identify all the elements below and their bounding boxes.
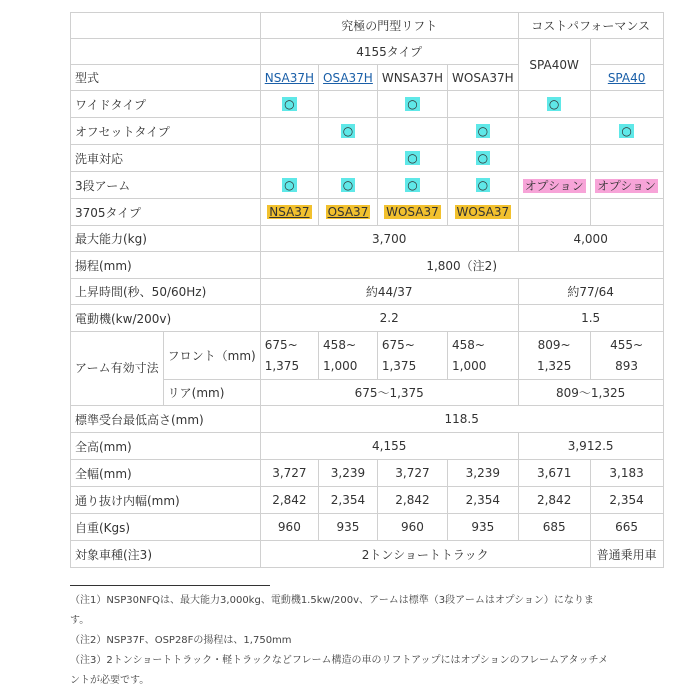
arm-rear-value-b: 809～1,325 [518, 380, 663, 406]
cell-value: 685 [518, 514, 590, 541]
arm-front-label: フロント（mm) [163, 332, 260, 380]
t3705-link-osa37[interactable]: OSA37 [327, 205, 369, 219]
footnote-divider [70, 585, 270, 586]
cell-value: 935 [319, 514, 378, 541]
motor-value-b: 1.5 [518, 305, 663, 332]
circle-mark: ○ [407, 97, 418, 111]
header-empty-3 [590, 39, 663, 65]
header-empty-2 [71, 39, 261, 65]
inner-width-label: 通り抜け内幅(mm) [71, 487, 261, 514]
model-link-spa40[interactable]: SPA40 [607, 70, 646, 85]
group-top-header: 究極の門型リフト [260, 13, 518, 39]
min-height-value: 118.5 [260, 406, 663, 433]
circle-mark: ○ [477, 151, 489, 165]
vehicle-value-a: 2トンショートトラック [260, 541, 590, 568]
row-wide [71, 91, 664, 118]
cell-value: 935 [448, 514, 519, 541]
row-total-height [71, 433, 664, 460]
cell-value: 2,354 [319, 487, 378, 514]
footnotes [70, 591, 610, 691]
total-height-value-a: 4,155 [260, 433, 518, 460]
cell-value: 3,183 [590, 460, 663, 487]
spec-table [70, 12, 664, 568]
model-wnsa37h: WNSA37H [377, 65, 447, 91]
row-time [71, 279, 664, 305]
arm3-label: 3段アーム [71, 172, 261, 199]
model-link-nsa37h[interactable]: NSA37H [264, 70, 315, 85]
cell-value: 3,727 [377, 460, 447, 487]
t3705-label: 3705タイプ [71, 199, 261, 226]
stroke-label: 揚程(mm) [71, 252, 261, 279]
row-vehicle [71, 541, 664, 568]
capacity-label: 最大能力(kg) [71, 226, 261, 252]
wash-label: 洗車対応 [71, 145, 261, 172]
arm-label: アーム有効寸法 [71, 332, 164, 406]
row-3705 [71, 199, 664, 226]
circle-mark: ○ [342, 124, 354, 138]
time-value-a: 約44/37 [260, 279, 518, 305]
row-motor [71, 305, 664, 332]
circle-mark: ○ [477, 124, 489, 138]
circle-mark: ○ [284, 97, 295, 111]
row-wash [71, 145, 664, 172]
type-4155-header: 4155タイプ [260, 39, 518, 65]
time-label: 上昇時間(秒、50/60Hz) [71, 279, 261, 305]
cell-value: 3,239 [448, 460, 519, 487]
group-cost-header: コストパフォーマンス [518, 13, 663, 39]
header-row-group [71, 13, 664, 39]
t3705-wosa37: WOSA37 [456, 205, 510, 219]
header-row-type [71, 39, 664, 65]
row-stroke [71, 252, 664, 279]
cell-value: 665 [590, 514, 663, 541]
arm-front-value: 675~ 1,375 [260, 332, 318, 380]
motor-value-a: 2.2 [260, 305, 518, 332]
arm-rear-value-a: 675～1,375 [260, 380, 518, 406]
model-spa40w: SPA40W [518, 39, 590, 91]
circle-mark: ○ [342, 178, 354, 192]
option-badge: オプション [524, 178, 584, 193]
capacity-value-a: 3,700 [260, 226, 518, 252]
arm-front-value: 809~ 1,325 [518, 332, 590, 380]
arm-front-value: 458~ 1,000 [319, 332, 378, 380]
circle-mark: ○ [284, 178, 295, 192]
row-offset [71, 118, 664, 145]
capacity-value-b: 4,000 [518, 226, 663, 252]
footnote-3: （注3）2トンショートトラック・軽トラックなどフレーム構造の車のリフトアップにはオプションのフレームアタッチメントが必要です。 [70, 655, 609, 686]
motor-label: 電動機(kw/200v) [71, 305, 261, 332]
time-value-b: 約77/64 [518, 279, 663, 305]
arm-rear-label: リア(mm) [163, 380, 260, 406]
cell-value: 3,239 [319, 460, 378, 487]
row-arm3 [71, 172, 664, 199]
cell-value: 3,727 [260, 460, 318, 487]
model-wosa37h: WOSA37H [448, 65, 519, 91]
row-arm-front [71, 332, 664, 380]
row-total-width [71, 460, 664, 487]
footnote-2: （注2）NSP37F、OSP28Fの揚程は、1,750mm [70, 635, 292, 646]
circle-mark: ○ [407, 151, 418, 165]
model-label: 型式 [71, 65, 261, 91]
model-link-osa37h[interactable]: OSA37H [323, 70, 373, 85]
min-height-label: 標準受台最低高さ(mm) [71, 406, 261, 433]
option-badge: オプション [597, 178, 657, 193]
total-height-label: 全高(mm) [71, 433, 261, 460]
arm-front-value: 455~ 893 [590, 332, 663, 380]
cell-value: 2,842 [260, 487, 318, 514]
row-weight [71, 514, 664, 541]
cell-value: 960 [377, 514, 447, 541]
circle-mark: ○ [621, 124, 632, 138]
row-capacity [71, 226, 664, 252]
weight-label: 自重(Kgs) [71, 514, 261, 541]
cell-value: 2,842 [377, 487, 447, 514]
vehicle-label: 対象車種(注3) [71, 541, 261, 568]
header-empty [71, 13, 261, 39]
total-height-value-b: 3,912.5 [518, 433, 663, 460]
wide-label: ワイドタイプ [71, 91, 261, 118]
total-width-label: 全幅(mm) [71, 460, 261, 487]
offset-label: オフセットタイプ [71, 118, 261, 145]
cell-value: 3,671 [518, 460, 590, 487]
vehicle-value-b: 普通乗用車 [590, 541, 663, 568]
cell-value: 2,354 [448, 487, 519, 514]
t3705-link-nsa37[interactable]: NSA37 [269, 205, 310, 219]
stroke-value: 1,800（注2) [260, 252, 663, 279]
row-min-height [71, 406, 664, 433]
cell-value: 960 [260, 514, 318, 541]
circle-mark: ○ [548, 97, 560, 111]
row-inner-width [71, 487, 664, 514]
arm-front-value: 675~ 1,375 [377, 332, 447, 380]
arm-front-value: 458~ 1,000 [448, 332, 519, 380]
t3705-wosa37: WOSA37 [386, 205, 439, 219]
cell-value: 2,842 [518, 487, 590, 514]
circle-mark: ○ [477, 178, 489, 192]
footnote-1: （注1）NSP30NFQは、最大能力3,000kg、電動機1.5kw/200v、アームは標準（3段アームはオプション）になります。 [70, 595, 594, 626]
circle-mark: ○ [407, 178, 418, 192]
cell-value: 2,354 [590, 487, 663, 514]
